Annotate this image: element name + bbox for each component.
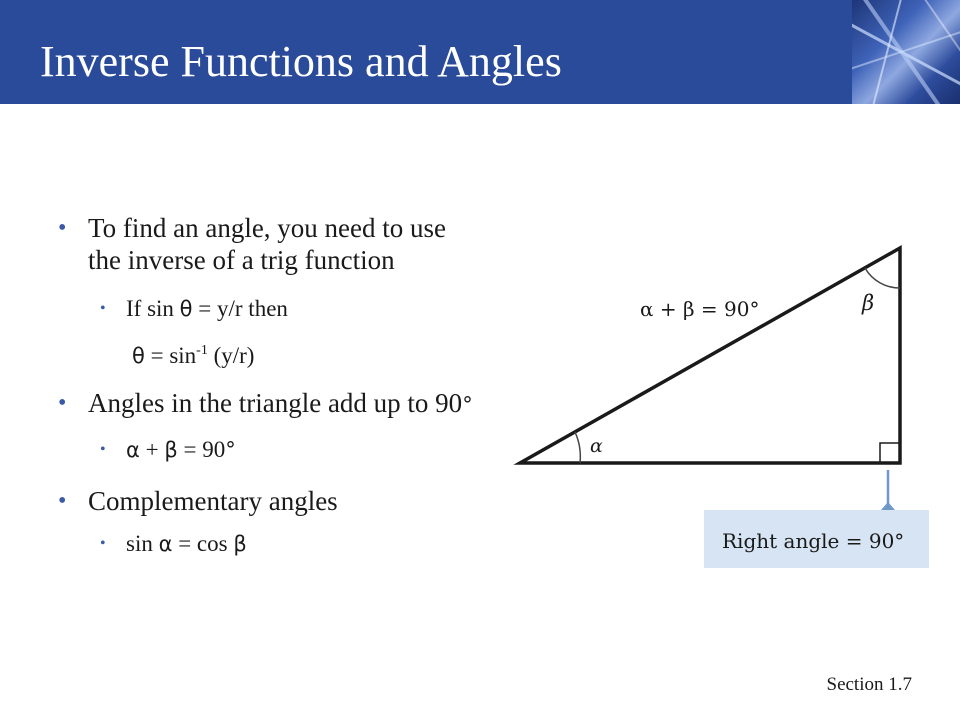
formula-text: (y/r) [207, 343, 255, 368]
section-footer: Section 1.7 [826, 674, 912, 695]
formula-inverse-sin [58, 341, 478, 371]
right-angle-marker [880, 443, 900, 463]
bullet-list [58, 212, 478, 559]
alpha-symbol: α [126, 438, 140, 462]
bullet-text: To find an angle, you need to use the inverse of a trig function [88, 213, 447, 275]
theta-symbol: θ [179, 297, 193, 321]
bullet-dot: • [100, 535, 106, 552]
degree-symbol: ° [225, 438, 236, 462]
formula-text: = sin [144, 343, 197, 368]
sub-bullet-text: = y/r then [192, 296, 288, 321]
callout-text: Right angle = 90° [722, 529, 905, 553]
beta-label: β [862, 291, 875, 315]
sub-bullet-text: + [139, 437, 165, 462]
sub-bullet-text: sin [126, 531, 159, 556]
sub-bullet-text: = 90 [177, 437, 226, 462]
bullet-inverse [58, 212, 478, 276]
bullet-dot: • [100, 441, 106, 458]
bullet-dot: • [58, 215, 67, 241]
sub-bullet-sin [58, 294, 478, 324]
sub-bullet-text: = cos [172, 531, 234, 556]
bullet-sum [58, 387, 478, 421]
exponent: -1 [196, 343, 208, 358]
bullet-text: Angles in the triangle add up to 90 [88, 388, 463, 418]
bullet-dot: • [58, 488, 67, 514]
triangle-shape [520, 248, 900, 463]
alpha-symbol: α [158, 532, 173, 556]
sub-bullet-text: If sin [126, 296, 180, 321]
hypotenuse-label: α + β = 90° [640, 297, 760, 321]
title-bar [0, 0, 960, 104]
alpha-arc [575, 432, 580, 463]
beta-symbol: β [233, 532, 247, 556]
slide-title: Inverse Functions and Angles [40, 37, 562, 86]
right-triangle-diagram [510, 238, 935, 573]
bullet-complementary [58, 485, 478, 517]
sub-bullet-alpha-beta [58, 435, 478, 465]
degree-symbol: ° [462, 393, 473, 417]
bullet-dot: • [58, 390, 67, 416]
callout-pointer-arrow [881, 502, 895, 510]
bullet-dot: • [100, 300, 106, 317]
beta-symbol: β [164, 438, 178, 462]
theta-symbol: θ [132, 344, 145, 368]
beta-arc [865, 268, 900, 288]
title-decoration-image [852, 0, 960, 104]
bullet-text: Complementary angles [88, 486, 338, 516]
alpha-label: α [590, 435, 603, 457]
sub-bullet-sin-cos [58, 529, 478, 559]
